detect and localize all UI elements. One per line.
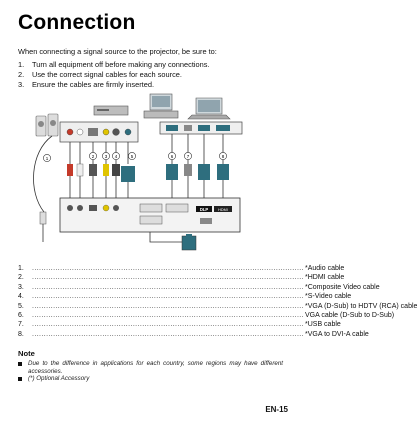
connection-diagram [0,92,300,257]
callout-8: 8 [221,154,225,159]
hdmi-logo: HDMI [218,208,228,212]
step-item: 2. Use the correct signal cables for each source. [18,70,182,80]
callout-2: 2 [91,154,95,159]
step-list [18,60,209,91]
callout-3: 3 [104,154,108,159]
note-list [18,360,283,383]
cable-item: 3. .................................................................................................................... *Composite Video cable [18,283,380,291]
callout-markers [43,152,226,161]
intro-text: When connecting a signal source to the projector, be sure to: [18,47,217,56]
laptop-icon [188,98,230,119]
callout-6: 6 [170,154,174,159]
note-item: Due to the difference in applications for each country, some regions may have different accessories. [18,360,283,375]
callout-5: 5 [130,154,134,159]
monitor-output-connector [182,236,196,250]
cable-list [18,264,417,339]
callout-7: 7 [186,154,190,159]
page-number: EN-15 [265,405,288,414]
bullet-square-icon [18,377,22,381]
cable-item: 2. .................................................................................................................... *HDMI cable [18,274,345,282]
projector-rear-panel [60,198,240,232]
dvd-player-icon [94,106,128,115]
cable-item: 7. .................................................................................................................... *USB cable [18,321,341,329]
speakers-icon [36,114,58,136]
cable-item: 5. .................................................................................................................... *VGA (D-Sub) to HDTV (RCA) cable [18,302,417,310]
cable-item: 8. .................................................................................................................... *VGA to DVI-A cable [18,330,369,338]
cable-item: 6. .................................................................................................................... VGA cable (D-Sub to D-Sub) [18,312,395,320]
callout-1: 1 [45,156,49,161]
cable-item: 1. .................................................................................................................... *Audio cable [18,265,345,272]
step-item: 1. Turn all equipment off before making any connections. [18,60,210,69]
page-title: Connection [18,11,136,34]
desktop-computer-icon [144,94,178,118]
dlp-logo: DLP [199,207,209,212]
cable-item: 4. .................................................................................................................... *S-Video cable [18,293,352,301]
step-item: 3. Ensure the cables are firmly inserted. [18,80,154,90]
callout-4: 4 [114,154,118,159]
note-item: (*) Optional Accessory [18,375,283,383]
note-heading: Note [18,349,35,358]
bullet-square-icon [18,362,22,366]
